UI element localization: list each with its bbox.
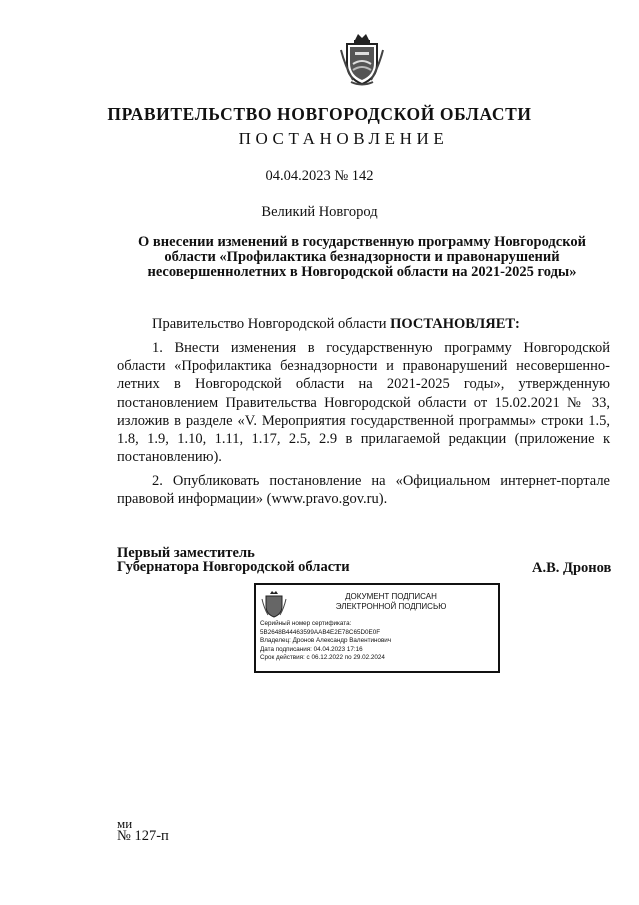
- stamp-title-line2: ЭЛЕКТРОННОЙ ПОДПИСЬЮ: [335, 602, 447, 611]
- document-city: Великий Новгород: [261, 204, 378, 220]
- signatory-position: [117, 546, 350, 574]
- stamp-serial-value: 5B2648B44463599AAB4E2E78C65D0E0F: [260, 628, 381, 636]
- stamp-details: [260, 620, 391, 663]
- signatory-position-line2: Губернатора Новгородской области: [117, 559, 350, 575]
- government-title: ПРАВИТЕЛЬСТВО НОВГОРОДСКОЙ ОБЛАСТИ: [107, 104, 532, 124]
- stamp-sign-date: Дата подписания: 04.04.2023 17:16: [260, 645, 363, 653]
- document-footer: [117, 817, 169, 843]
- stamp-validity: Срок действия: с 06.12.2022 по 29.02.2024: [260, 654, 385, 662]
- stamp-title-line1: ДОКУМЕНТ ПОДПИСАН: [345, 592, 437, 601]
- footer-ref-number: № 127-п: [117, 828, 169, 844]
- signer-name: А.В. Дронов: [532, 560, 612, 576]
- novgorod-coat-of-arms-emblem: [339, 30, 385, 88]
- document-subject: О внесении изменений в государственную программу Новгородской области «Профилактика безнадзорности и правонарушений несовершеннолетних в Новгородской области на 2021-2025 годы»: [138, 234, 586, 280]
- paragraph-2: 2. Опубликовать постановление на «Официальном интернет-портале правовой информации» (www.pravo.gov.ru).: [117, 473, 610, 508]
- document-date-number: 04.04.2023 № 142: [265, 168, 374, 184]
- intro-bold-keyword: ПОСТАНОВЛЯЕТ:: [390, 316, 520, 332]
- signatory-position-line1: Первый заместитель: [117, 545, 255, 561]
- stamp-title: [296, 592, 486, 612]
- intro-text: Правительство Новгородской области: [152, 316, 391, 332]
- stamp-owner: Владелец: Дронов Александр Валентинович: [260, 637, 392, 645]
- document-type: ПОСТАНОВЛЕНИЕ: [238, 129, 449, 148]
- electronic-signature-stamp: [254, 583, 500, 673]
- stamp-serial-label: Серийный номер сертификата:: [260, 620, 352, 627]
- resolution-intro: [152, 316, 639, 333]
- footer-initials: ми: [117, 816, 133, 831]
- stamp-emblem-icon: [261, 590, 287, 618]
- paragraph-1: 1. Внести изменения в государственную программу Новгородской области «Профилактика безнадзорности и правонарушений несовершеннолетних в Новгородской области на 2021-2025 годы», утвержденную постановлением Правительства Новгородской области от 15.02.2021 № 33, изложив в разделе «V. Мероприятия государственной программы» строки 1.5, 1.8, 1.9, 1.10, 1.11, 1.17, 2.5, 2.9 в прилагаемой редакции (приложение к постановлению).: [117, 340, 610, 466]
